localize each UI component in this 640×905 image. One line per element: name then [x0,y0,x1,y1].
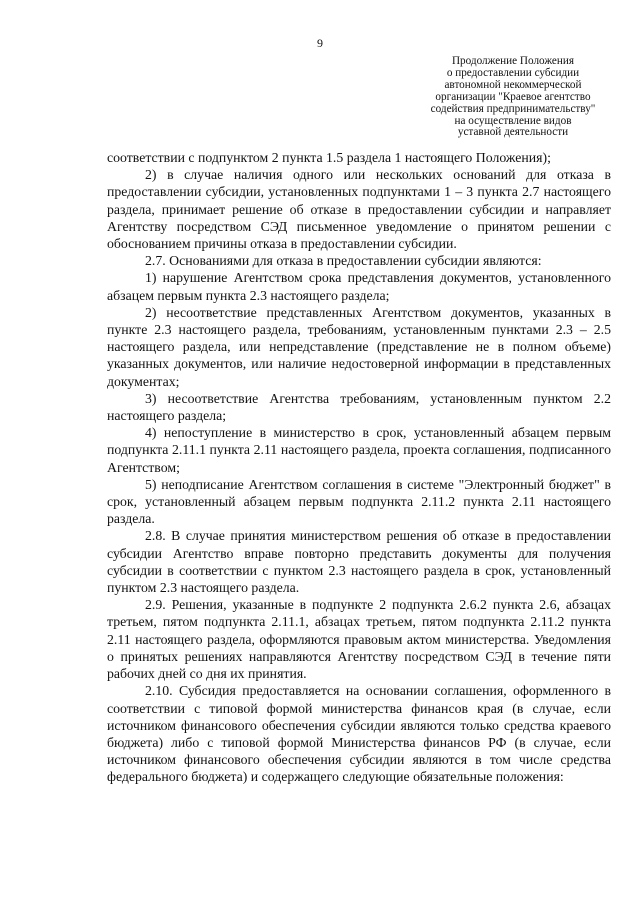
paragraph-section-2-7: 2.7. Основаниями для отказа в предоставлении субсидии являются: [145,253,542,269]
paragraph-section-2-9: 2.9. Решения, указанные в подпункте 2 подпункта 2.6.2 пункта 2.6, абзацах третьем, пятом подпункта 2.11.1, абзацах третьем, пятом подпункта 2.11.2 пункта 2.11 настоящего раздела, оформляются правовым актом министерства. Уведомления о принятых решениях направляются Агентству посредством СЭД в течение пяти рабочих дней со дня их принятия. [107,597,611,682]
page-number: 9 [317,36,323,50]
header-line: содействия предпринимательству" [430,102,596,115]
header-line: организации "Краевое агентство [435,90,591,103]
paragraph-item-2: 2) в случае наличия одного или нескольких оснований для отказа в предоставлении субсидии, установленных подпунктами 1 – 3 пункта 2.7 настоящего раздела, принимает решение об отказе в предоставлении субсидии и направляет Агентству посредством СЭД письменное уведомление о принятом решении с обоснованием причины отказа в предоставлении субсидии. [107,167,611,252]
paragraph-ground-3: 3) несоответствие Агентства требованиям, установленным пунктом 2.2 настоящего раздела; [107,390,611,424]
header-line: уставной деятельности [457,126,569,139]
paragraph-section-2-8: 2.8. В случае принятия министерством решения об отказе в предоставлении субсидии Агентство вправе повторно представить документы для получения субсидии в соответствии с пунктом 2.3 настоящего раздела в срок, установленный пунктом 2.3 настоящего раздела. [107,528,611,596]
header-line: автономной некоммерческой [444,78,582,91]
paragraph-section-2-10: 2.10. Субсидия предоставляется на основании соглашения, оформленного в соответствии с типовой формой министерства финансов края (в случае, если источником финансового обеспечения субсидии являются только средства краевого бюджета) либо с типовой формой Министерства финансов РФ (в случае, если источником финансового обеспечения субсидии являются в том числе средства федерального бюджета) и содержащего следующие обязательные положения: [107,683,611,785]
paragraph-ground-2: 2) несоответствие представленных Агентством документов, указанных в пункте 2.3 настоящего раздела, требованиям, установленным пунктами 2.3 – 2.5 настоящего раздела, или непредставление (представление не в полном объеме) указанных документов, или наличие недостоверной информации в представленных документах; [107,304,611,389]
document-body [107,149,611,786]
paragraph-continuation: соответствии с подпунктом 2 пункта 1.5 раздела 1 настоящего Положения); [107,150,551,165]
document-continuation-header [408,56,618,139]
paragraph-ground-5: 5) неподписание Агентством соглашения в системе "Электронный бюджет" в срок, установленный абзацем первым подпункта 2.11.2 пункта 2.11 настоящего раздела. [107,476,611,527]
paragraph-ground-4: 4) непоступление в министерство в срок, установленный абзацем первым подпункта 2.11.1 пункта 2.11 настоящего раздела, проекта соглашения, подписанного Агентством; [107,425,611,475]
paragraph-ground-1: 1) нарушение Агентством срока представления документов, установленного абзацем первым пункта 2.3 настоящего раздела; [107,270,611,303]
header-line: на осуществление видов [454,114,572,127]
header-line: Продолжение Положения [451,55,575,67]
header-line: о предоставлении субсидии [446,66,580,79]
